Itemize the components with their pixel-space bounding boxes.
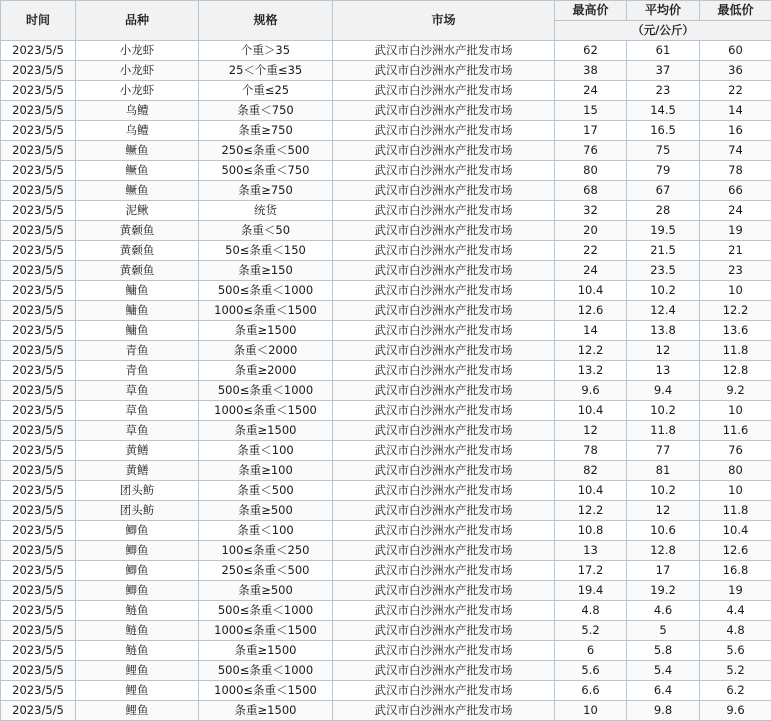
- cell-avg-price: 10.6: [627, 521, 700, 541]
- cell-date: 2023/5/5: [1, 561, 76, 581]
- cell-variety: 小龙虾: [76, 41, 199, 61]
- cell-avg-price: 12.8: [627, 541, 700, 561]
- cell-variety: 黄鳝: [76, 441, 199, 461]
- cell-avg-price: 17: [627, 561, 700, 581]
- cell-spec: 500≤条重＜1000: [199, 601, 333, 621]
- cell-high-price: 5.6: [555, 661, 627, 681]
- cell-spec: 条重＜2000: [199, 341, 333, 361]
- cell-variety: 乌鳢: [76, 121, 199, 141]
- cell-date: 2023/5/5: [1, 281, 76, 301]
- table-row: [1, 181, 771, 201]
- table-row: [1, 561, 771, 581]
- table-row: [1, 441, 771, 461]
- cell-market: 武汉市白沙洲水产批发市场: [333, 221, 555, 241]
- table-row: [1, 701, 771, 721]
- table-row: [1, 41, 771, 61]
- cell-market: 武汉市白沙洲水产批发市场: [333, 501, 555, 521]
- cell-high-price: 20: [555, 221, 627, 241]
- cell-high-price: 24: [555, 81, 627, 101]
- cell-variety: 团头鲂: [76, 501, 199, 521]
- cell-market: 武汉市白沙洲水产批发市场: [333, 681, 555, 701]
- table-row: [1, 401, 771, 421]
- cell-market: 武汉市白沙洲水产批发市场: [333, 401, 555, 421]
- header-variety: 品种: [76, 1, 199, 41]
- cell-date: 2023/5/5: [1, 321, 76, 341]
- table-row: [1, 381, 771, 401]
- cell-market: 武汉市白沙洲水产批发市场: [333, 301, 555, 321]
- cell-low-price: 60: [700, 41, 771, 61]
- cell-spec: 500≤条重＜1000: [199, 381, 333, 401]
- cell-spec: 250≤条重＜500: [199, 561, 333, 581]
- cell-variety: 鲫鱼: [76, 581, 199, 601]
- cell-high-price: 10.4: [555, 281, 627, 301]
- cell-low-price: 74: [700, 141, 771, 161]
- table-row: [1, 81, 771, 101]
- cell-avg-price: 9.8: [627, 701, 700, 721]
- cell-low-price: 19: [700, 581, 771, 601]
- cell-market: 武汉市白沙洲水产批发市场: [333, 361, 555, 381]
- cell-variety: 鲫鱼: [76, 561, 199, 581]
- cell-low-price: 5.6: [700, 641, 771, 661]
- cell-date: 2023/5/5: [1, 401, 76, 421]
- cell-market: 武汉市白沙洲水产批发市场: [333, 421, 555, 441]
- cell-high-price: 12: [555, 421, 627, 441]
- table-row: [1, 601, 771, 621]
- cell-market: 武汉市白沙洲水产批发市场: [333, 381, 555, 401]
- cell-variety: 鲢鱼: [76, 601, 199, 621]
- cell-date: 2023/5/5: [1, 641, 76, 661]
- cell-variety: 青鱼: [76, 361, 199, 381]
- cell-spec: 条重≥1500: [199, 641, 333, 661]
- cell-spec: 条重≥100: [199, 461, 333, 481]
- header-low-price: 最低价: [700, 1, 771, 21]
- cell-spec: 条重≥750: [199, 181, 333, 201]
- cell-avg-price: 19.2: [627, 581, 700, 601]
- cell-spec: 1000≤条重＜1500: [199, 401, 333, 421]
- cell-high-price: 24: [555, 261, 627, 281]
- cell-avg-price: 16.5: [627, 121, 700, 141]
- cell-low-price: 9.6: [700, 701, 771, 721]
- cell-low-price: 11.6: [700, 421, 771, 441]
- cell-spec: 25＜个重≤35: [199, 61, 333, 81]
- cell-low-price: 23: [700, 261, 771, 281]
- cell-variety: 乌鳢: [76, 101, 199, 121]
- cell-market: 武汉市白沙洲水产批发市场: [333, 241, 555, 261]
- table-body: [1, 41, 771, 721]
- cell-spec: 条重≥1500: [199, 321, 333, 341]
- table-header: [1, 1, 771, 41]
- cell-variety: 鳜鱼: [76, 141, 199, 161]
- cell-avg-price: 67: [627, 181, 700, 201]
- cell-variety: 草鱼: [76, 421, 199, 441]
- cell-avg-price: 4.6: [627, 601, 700, 621]
- cell-high-price: 12.2: [555, 501, 627, 521]
- cell-date: 2023/5/5: [1, 381, 76, 401]
- cell-high-price: 9.6: [555, 381, 627, 401]
- cell-variety: 草鱼: [76, 401, 199, 421]
- cell-low-price: 22: [700, 81, 771, 101]
- cell-high-price: 62: [555, 41, 627, 61]
- cell-avg-price: 5.4: [627, 661, 700, 681]
- cell-date: 2023/5/5: [1, 701, 76, 721]
- cell-market: 武汉市白沙洲水产批发市场: [333, 521, 555, 541]
- cell-spec: 条重≥150: [199, 261, 333, 281]
- cell-high-price: 22: [555, 241, 627, 261]
- cell-date: 2023/5/5: [1, 341, 76, 361]
- cell-spec: 条重≥2000: [199, 361, 333, 381]
- cell-variety: 黄颡鱼: [76, 241, 199, 261]
- cell-avg-price: 12: [627, 501, 700, 521]
- cell-variety: 鳙鱼: [76, 321, 199, 341]
- cell-variety: 鲤鱼: [76, 661, 199, 681]
- cell-spec: 条重＜100: [199, 441, 333, 461]
- cell-variety: 草鱼: [76, 381, 199, 401]
- table-row: [1, 461, 771, 481]
- cell-market: 武汉市白沙洲水产批发市场: [333, 181, 555, 201]
- cell-market: 武汉市白沙洲水产批发市场: [333, 121, 555, 141]
- cell-market: 武汉市白沙洲水产批发市场: [333, 701, 555, 721]
- cell-high-price: 13: [555, 541, 627, 561]
- cell-variety: 青鱼: [76, 341, 199, 361]
- table-row: [1, 261, 771, 281]
- cell-avg-price: 11.8: [627, 421, 700, 441]
- cell-avg-price: 13.8: [627, 321, 700, 341]
- cell-market: 武汉市白沙洲水产批发市场: [333, 541, 555, 561]
- cell-date: 2023/5/5: [1, 661, 76, 681]
- table-row: [1, 121, 771, 141]
- cell-variety: 黄颡鱼: [76, 221, 199, 241]
- cell-spec: 500≤条重＜750: [199, 161, 333, 181]
- cell-variety: 鲤鱼: [76, 681, 199, 701]
- cell-market: 武汉市白沙洲水产批发市场: [333, 141, 555, 161]
- cell-market: 武汉市白沙洲水产批发市场: [333, 161, 555, 181]
- cell-variety: 鲫鱼: [76, 541, 199, 561]
- cell-variety: 小龙虾: [76, 81, 199, 101]
- cell-avg-price: 12: [627, 341, 700, 361]
- cell-high-price: 82: [555, 461, 627, 481]
- cell-avg-price: 5: [627, 621, 700, 641]
- table-row: [1, 141, 771, 161]
- cell-market: 武汉市白沙洲水产批发市场: [333, 261, 555, 281]
- cell-market: 武汉市白沙洲水产批发市场: [333, 61, 555, 81]
- cell-high-price: 10.8: [555, 521, 627, 541]
- cell-spec: 个重＞35: [199, 41, 333, 61]
- cell-spec: 条重≥1500: [199, 421, 333, 441]
- cell-variety: 鳙鱼: [76, 281, 199, 301]
- cell-variety: 鲢鱼: [76, 641, 199, 661]
- cell-low-price: 6.2: [700, 681, 771, 701]
- cell-market: 武汉市白沙洲水产批发市场: [333, 561, 555, 581]
- cell-high-price: 6.6: [555, 681, 627, 701]
- cell-low-price: 10: [700, 401, 771, 421]
- table-row: [1, 161, 771, 181]
- cell-low-price: 4.8: [700, 621, 771, 641]
- cell-variety: 鲫鱼: [76, 521, 199, 541]
- cell-high-price: 10: [555, 701, 627, 721]
- cell-market: 武汉市白沙洲水产批发市场: [333, 81, 555, 101]
- cell-date: 2023/5/5: [1, 81, 76, 101]
- cell-low-price: 11.8: [700, 341, 771, 361]
- header-avg-price: 平均价: [627, 1, 700, 21]
- cell-market: 武汉市白沙洲水产批发市场: [333, 41, 555, 61]
- cell-spec: 50≤条重＜150: [199, 241, 333, 261]
- cell-spec: 500≤条重＜1000: [199, 661, 333, 681]
- cell-spec: 1000≤条重＜1500: [199, 681, 333, 701]
- cell-spec: 1000≤条重＜1500: [199, 621, 333, 641]
- cell-market: 武汉市白沙洲水产批发市场: [333, 321, 555, 341]
- table-row: [1, 501, 771, 521]
- cell-avg-price: 13: [627, 361, 700, 381]
- table-row: [1, 621, 771, 641]
- cell-low-price: 16: [700, 121, 771, 141]
- cell-avg-price: 75: [627, 141, 700, 161]
- cell-low-price: 76: [700, 441, 771, 461]
- table-row: [1, 221, 771, 241]
- cell-variety: 黄鳝: [76, 461, 199, 481]
- cell-date: 2023/5/5: [1, 221, 76, 241]
- cell-avg-price: 19.5: [627, 221, 700, 241]
- cell-spec: 1000≤条重＜1500: [199, 301, 333, 321]
- cell-spec: 条重≥500: [199, 581, 333, 601]
- cell-date: 2023/5/5: [1, 441, 76, 461]
- cell-high-price: 38: [555, 61, 627, 81]
- cell-market: 武汉市白沙洲水产批发市场: [333, 101, 555, 121]
- cell-date: 2023/5/5: [1, 61, 76, 81]
- table-row: [1, 541, 771, 561]
- cell-high-price: 12.2: [555, 341, 627, 361]
- cell-spec: 条重≥750: [199, 121, 333, 141]
- cell-low-price: 12.2: [700, 301, 771, 321]
- cell-high-price: 6: [555, 641, 627, 661]
- cell-high-price: 68: [555, 181, 627, 201]
- cell-low-price: 36: [700, 61, 771, 81]
- cell-spec: 250≤条重＜500: [199, 141, 333, 161]
- header-market: 市场: [333, 1, 555, 41]
- cell-avg-price: 37: [627, 61, 700, 81]
- cell-low-price: 66: [700, 181, 771, 201]
- cell-spec: 条重＜750: [199, 101, 333, 121]
- cell-avg-price: 14.5: [627, 101, 700, 121]
- cell-avg-price: 77: [627, 441, 700, 461]
- cell-high-price: 10.4: [555, 481, 627, 501]
- cell-date: 2023/5/5: [1, 521, 76, 541]
- cell-avg-price: 79: [627, 161, 700, 181]
- cell-low-price: 19: [700, 221, 771, 241]
- table-row: [1, 581, 771, 601]
- cell-date: 2023/5/5: [1, 41, 76, 61]
- cell-market: 武汉市白沙洲水产批发市场: [333, 341, 555, 361]
- cell-variety: 鲢鱼: [76, 621, 199, 641]
- cell-low-price: 9.2: [700, 381, 771, 401]
- cell-spec: 500≤条重＜1000: [199, 281, 333, 301]
- cell-variety: 小龙虾: [76, 61, 199, 81]
- header-price-unit: （元/公斤）: [555, 21, 771, 41]
- cell-high-price: 80: [555, 161, 627, 181]
- table-row: [1, 481, 771, 501]
- header-spec: 规格: [199, 1, 333, 41]
- cell-avg-price: 10.2: [627, 281, 700, 301]
- cell-date: 2023/5/5: [1, 621, 76, 641]
- cell-variety: 鳜鱼: [76, 161, 199, 181]
- cell-market: 武汉市白沙洲水产批发市场: [333, 441, 555, 461]
- cell-high-price: 76: [555, 141, 627, 161]
- table-row: [1, 281, 771, 301]
- cell-spec: 条重≥1500: [199, 701, 333, 721]
- cell-avg-price: 6.4: [627, 681, 700, 701]
- cell-date: 2023/5/5: [1, 261, 76, 281]
- cell-variety: 黄颡鱼: [76, 261, 199, 281]
- cell-date: 2023/5/5: [1, 161, 76, 181]
- cell-date: 2023/5/5: [1, 121, 76, 141]
- table-row: [1, 661, 771, 681]
- cell-low-price: 5.2: [700, 661, 771, 681]
- cell-low-price: 21: [700, 241, 771, 261]
- cell-date: 2023/5/5: [1, 481, 76, 501]
- cell-spec: 条重≥500: [199, 501, 333, 521]
- cell-high-price: 17: [555, 121, 627, 141]
- cell-date: 2023/5/5: [1, 101, 76, 121]
- cell-date: 2023/5/5: [1, 681, 76, 701]
- cell-date: 2023/5/5: [1, 301, 76, 321]
- cell-high-price: 32: [555, 201, 627, 221]
- cell-high-price: 19.4: [555, 581, 627, 601]
- cell-date: 2023/5/5: [1, 581, 76, 601]
- cell-low-price: 10: [700, 481, 771, 501]
- cell-low-price: 12.6: [700, 541, 771, 561]
- cell-avg-price: 9.4: [627, 381, 700, 401]
- cell-spec: 条重＜100: [199, 521, 333, 541]
- cell-market: 武汉市白沙洲水产批发市场: [333, 481, 555, 501]
- cell-date: 2023/5/5: [1, 181, 76, 201]
- cell-low-price: 4.4: [700, 601, 771, 621]
- cell-variety: 鳙鱼: [76, 301, 199, 321]
- cell-date: 2023/5/5: [1, 141, 76, 161]
- cell-variety: 鲤鱼: [76, 701, 199, 721]
- cell-variety: 鳜鱼: [76, 181, 199, 201]
- table-row: [1, 341, 771, 361]
- cell-market: 武汉市白沙洲水产批发市场: [333, 281, 555, 301]
- cell-spec: 条重＜500: [199, 481, 333, 501]
- cell-avg-price: 81: [627, 461, 700, 481]
- cell-low-price: 10: [700, 281, 771, 301]
- cell-low-price: 14: [700, 101, 771, 121]
- cell-low-price: 80: [700, 461, 771, 481]
- cell-variety: 团头鲂: [76, 481, 199, 501]
- cell-low-price: 12.8: [700, 361, 771, 381]
- cell-low-price: 24: [700, 201, 771, 221]
- cell-avg-price: 12.4: [627, 301, 700, 321]
- header-time: 时间: [1, 1, 76, 41]
- cell-spec: 统货: [199, 201, 333, 221]
- cell-low-price: 16.8: [700, 561, 771, 581]
- table-row: [1, 101, 771, 121]
- cell-avg-price: 23.5: [627, 261, 700, 281]
- cell-low-price: 11.8: [700, 501, 771, 521]
- cell-date: 2023/5/5: [1, 241, 76, 261]
- cell-high-price: 15: [555, 101, 627, 121]
- cell-market: 武汉市白沙洲水产批发市场: [333, 201, 555, 221]
- cell-spec: 100≤条重＜250: [199, 541, 333, 561]
- cell-market: 武汉市白沙洲水产批发市场: [333, 621, 555, 641]
- cell-market: 武汉市白沙洲水产批发市场: [333, 601, 555, 621]
- cell-high-price: 13.2: [555, 361, 627, 381]
- cell-date: 2023/5/5: [1, 601, 76, 621]
- table-row: [1, 301, 771, 321]
- table-row: [1, 421, 771, 441]
- cell-avg-price: 23: [627, 81, 700, 101]
- cell-high-price: 4.8: [555, 601, 627, 621]
- cell-low-price: 13.6: [700, 321, 771, 341]
- cell-avg-price: 28: [627, 201, 700, 221]
- cell-variety: 泥鳅: [76, 201, 199, 221]
- cell-high-price: 12.6: [555, 301, 627, 321]
- table-row: [1, 201, 771, 221]
- table-row: [1, 361, 771, 381]
- cell-high-price: 5.2: [555, 621, 627, 641]
- cell-date: 2023/5/5: [1, 201, 76, 221]
- cell-date: 2023/5/5: [1, 361, 76, 381]
- cell-spec: 条重＜50: [199, 221, 333, 241]
- cell-spec: 个重≤25: [199, 81, 333, 101]
- table-row: [1, 321, 771, 341]
- cell-avg-price: 21.5: [627, 241, 700, 261]
- cell-avg-price: 10.2: [627, 481, 700, 501]
- cell-avg-price: 10.2: [627, 401, 700, 421]
- cell-avg-price: 61: [627, 41, 700, 61]
- cell-market: 武汉市白沙洲水产批发市场: [333, 661, 555, 681]
- cell-low-price: 78: [700, 161, 771, 181]
- cell-high-price: 17.2: [555, 561, 627, 581]
- table-row: [1, 241, 771, 261]
- cell-high-price: 14: [555, 321, 627, 341]
- cell-high-price: 78: [555, 441, 627, 461]
- cell-avg-price: 5.8: [627, 641, 700, 661]
- cell-date: 2023/5/5: [1, 541, 76, 561]
- cell-date: 2023/5/5: [1, 501, 76, 521]
- cell-date: 2023/5/5: [1, 421, 76, 441]
- header-high-price: 最高价: [555, 1, 627, 21]
- cell-low-price: 10.4: [700, 521, 771, 541]
- table-row: [1, 681, 771, 701]
- table-row: [1, 641, 771, 661]
- cell-market: 武汉市白沙洲水产批发市场: [333, 641, 555, 661]
- table-row: [1, 521, 771, 541]
- cell-market: 武汉市白沙洲水产批发市场: [333, 581, 555, 601]
- cell-high-price: 10.4: [555, 401, 627, 421]
- cell-market: 武汉市白沙洲水产批发市场: [333, 461, 555, 481]
- table-row: [1, 61, 771, 81]
- cell-date: 2023/5/5: [1, 461, 76, 481]
